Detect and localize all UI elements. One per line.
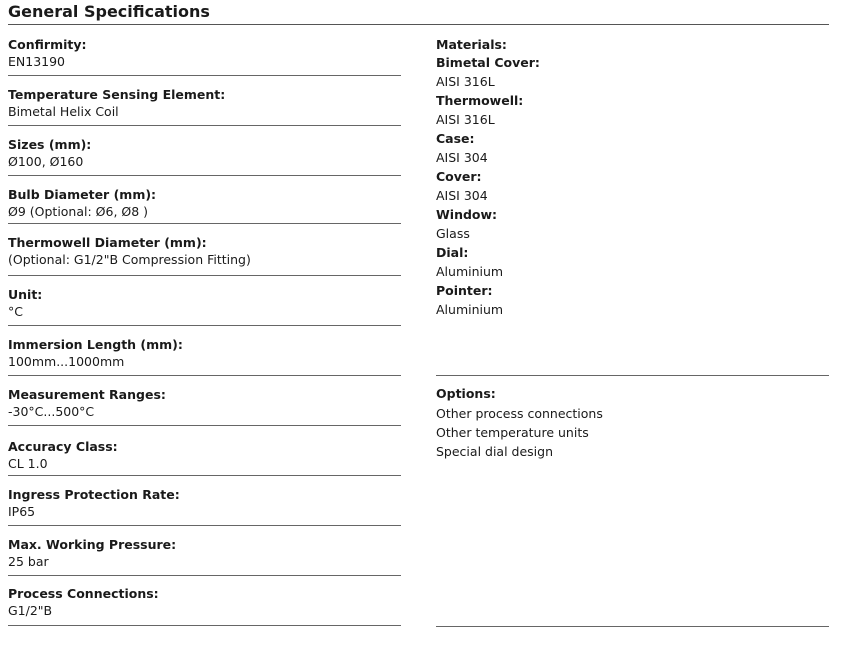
spec-value: (Optional: G1/2"B Compression Fitting) (8, 252, 251, 267)
spec-value: G1/2"B (8, 603, 53, 618)
spec-value: 100mm...1000mm (8, 354, 125, 369)
spec-label: Measurement Ranges: (8, 387, 166, 402)
title-divider (8, 24, 829, 25)
material-label: Case: (436, 131, 475, 146)
spec-value: -30°C...500°C (8, 404, 95, 419)
spec-label: Ingress Protection Rate: (8, 487, 180, 502)
material-value: Aluminium (436, 264, 504, 279)
spec-row (8, 126, 401, 176)
spec-row (8, 526, 401, 576)
spec-label: Max. Working Pressure: (8, 537, 177, 552)
spec-label: Confirmity: (8, 37, 87, 52)
spec-label: Sizes (mm): (8, 137, 92, 152)
options-section (436, 383, 829, 627)
material-label: Cover: (436, 169, 482, 184)
material-value: Aluminium (436, 302, 504, 317)
spec-value: Ø9 (Optional: Ø6, Ø8 ) (8, 204, 149, 219)
spec-value: °C (8, 304, 23, 319)
material-label: Thermowell: (436, 93, 524, 108)
option-item: Special dial design (436, 444, 553, 459)
spec-row (8, 176, 401, 224)
option-item: Other process connections (436, 406, 603, 421)
left-spec-column (8, 36, 401, 626)
spec-row (8, 76, 401, 126)
spec-value: IP65 (8, 504, 36, 519)
materials-title: Materials: (436, 37, 507, 52)
spec-label: Process Connections: (8, 586, 159, 601)
material-label: Window: (436, 207, 498, 222)
spec-label: Temperature Sensing Element: (8, 87, 226, 102)
option-item: Other temperature units (436, 425, 589, 440)
page-title: General Specifications (8, 2, 210, 21)
material-value: Glass (436, 226, 470, 241)
spec-value: CL 1.0 (8, 456, 48, 471)
materials-list (436, 36, 829, 376)
material-value: AISI 304 (436, 188, 488, 203)
material-value: AISI 316L (436, 74, 495, 89)
spec-row (8, 276, 401, 326)
spec-value: Ø100, Ø160 (8, 154, 84, 169)
spec-row (8, 36, 401, 76)
spec-row (8, 326, 401, 376)
spec-label: Unit: (8, 287, 43, 302)
material-label: Dial: (436, 245, 469, 260)
spec-label: Thermowell Diameter (mm): (8, 235, 207, 250)
material-value: AISI 316L (436, 112, 495, 127)
materials-column (436, 36, 829, 376)
spec-row (8, 476, 401, 526)
spec-row (8, 426, 401, 476)
material-label: Pointer: (436, 283, 493, 298)
options-title: Options: (436, 386, 496, 401)
spec-row (8, 576, 401, 626)
spec-label: Immersion Length (mm): (8, 337, 183, 352)
spec-row (8, 224, 401, 276)
spec-value: EN13190 (8, 54, 66, 69)
material-value: AISI 304 (436, 150, 488, 165)
spec-value: Bimetal Helix Coil (8, 104, 119, 119)
spec-label: Accuracy Class: (8, 439, 118, 454)
spec-label: Bulb Diameter (mm): (8, 187, 157, 202)
material-label: Bimetal Cover: (436, 55, 540, 70)
spec-value: 25 bar (8, 554, 49, 569)
spec-row (8, 376, 401, 426)
